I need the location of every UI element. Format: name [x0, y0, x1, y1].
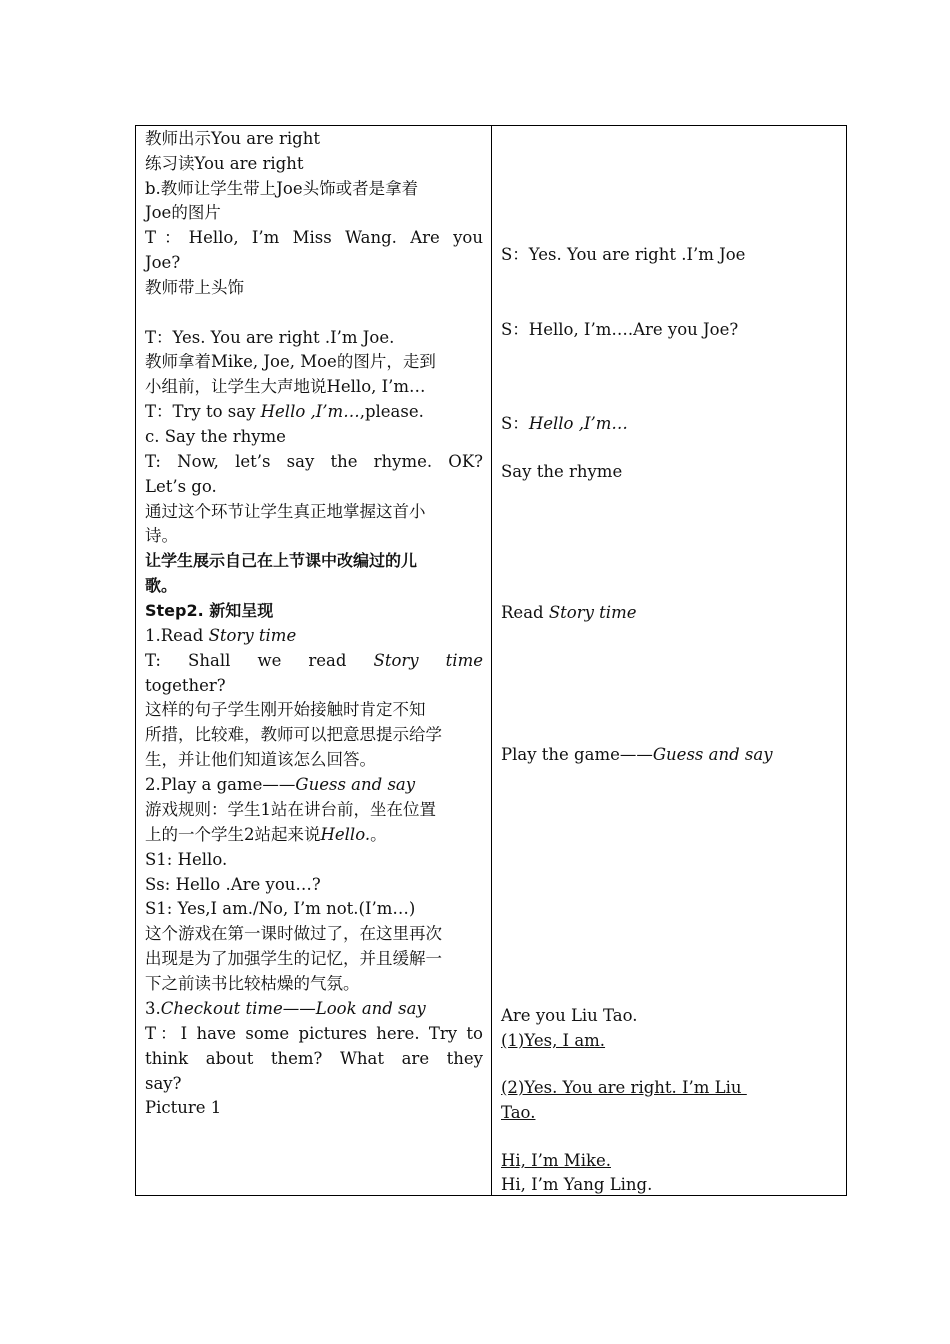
underlined-line: Hi, I’m Mike.	[501, 1151, 611, 1170]
column-divider	[491, 126, 492, 1195]
line	[501, 743, 773, 767]
line: 这样的句子学生刚开始接触时肯定不知	[145, 700, 426, 719]
line	[145, 823, 387, 847]
text: S：	[501, 414, 529, 433]
line: Joe的图片	[145, 203, 221, 222]
underlined-line: (1)Yes, I am.	[501, 1031, 606, 1050]
underlined-line: Tao.	[501, 1103, 536, 1122]
text-italic: Hello ,I’m…	[528, 414, 628, 433]
line	[145, 400, 424, 424]
text: 1.Read	[145, 626, 209, 645]
text: ,please.	[359, 402, 424, 421]
text: T: Shall we read	[145, 651, 374, 670]
text: 上的一个学生2站起来说	[145, 825, 321, 844]
line: Picture 1	[145, 1098, 222, 1117]
line: Hi, I’m Yang Ling.	[501, 1175, 653, 1194]
line: 教师出示You are right	[145, 129, 320, 148]
line: 教师带上头饰	[145, 278, 244, 297]
line: together?	[145, 676, 226, 695]
text-italic: Story time	[373, 651, 483, 670]
line: think about them? What are they	[145, 1049, 483, 1068]
text-italic: Hello ,I’m…	[260, 402, 360, 421]
line: S1: Yes,I am./No, I’m not.(I’m…)	[145, 899, 416, 918]
text: 3.	[145, 999, 161, 1018]
line: 教师拿着Mike, Joe, Moe的图片，走到	[145, 352, 436, 371]
line	[145, 997, 426, 1021]
line: Joe?	[145, 253, 181, 272]
line	[145, 773, 415, 797]
line: say?	[145, 1074, 182, 1093]
underlined-line: (2)Yes. You are right. I’m Liu	[501, 1078, 747, 1097]
step-heading: Step2. 新知呈现	[145, 601, 274, 620]
line: Ss: Hello .Are you…?	[145, 875, 321, 894]
line: Are you Liu Tao.	[501, 1006, 638, 1025]
text-italic: Guess and say	[652, 745, 773, 764]
line: 游戏规则：学生1站在讲台前，坐在位置	[145, 800, 436, 819]
text: Read	[501, 603, 549, 622]
line	[145, 624, 296, 648]
line: T: Now, let’s say the rhyme. OK?	[145, 452, 483, 471]
line	[501, 412, 628, 436]
text: T：Try to say	[145, 402, 261, 421]
text-italic: Story time	[208, 626, 297, 645]
line: 诗。	[145, 526, 178, 545]
line: S：Yes. You are right .I’m Joe	[501, 245, 746, 264]
text-italic: Story time	[548, 603, 637, 622]
lesson-plan-table	[135, 125, 847, 1196]
line: T：Yes. You are right .I’m Joe.	[145, 328, 395, 347]
line: 下之前读书比较枯燥的气氛。	[145, 974, 360, 993]
line: c. Say the rhyme	[145, 427, 286, 446]
line: S1: Hello.	[145, 850, 228, 869]
line: 这个游戏在第一课时做过了，在这里再次	[145, 924, 442, 943]
text-italic: Guess and say	[295, 775, 416, 794]
line	[145, 649, 483, 673]
line: 生，并让他们知道该怎么回答。	[145, 750, 376, 769]
line: S：Hello, I’m….Are you Joe?	[501, 320, 739, 339]
line: 所措，比较难，教师可以把意思提示给学	[145, 725, 442, 744]
text: 2.Play a game——	[145, 775, 296, 794]
line: T：Hello, I’m Miss Wang. Are you	[145, 228, 483, 247]
line: Let’s go.	[145, 477, 217, 496]
text-italic: Hello.	[320, 825, 371, 844]
line: 通过这个环节让学生真正地掌握这首小	[145, 502, 426, 521]
line: T：I have some pictures here. Try to	[145, 1024, 483, 1043]
line: b.教师让学生带上Joe头饰或者是拿着	[145, 179, 419, 198]
line: 练习读You are right	[145, 154, 304, 173]
bold-line: 歌。	[145, 576, 178, 595]
line: 出现是为了加强学生的记忆，并且缓解一	[145, 949, 442, 968]
line: Say the rhyme	[501, 462, 623, 481]
text: Play the game——	[501, 745, 653, 764]
line: 小组前，让学生大声地说Hello, I’m…	[145, 377, 426, 396]
bold-line: 让学生展示自己在上节课中改编过的儿	[145, 551, 418, 570]
text-italic: Checkout time——Look and say	[160, 999, 426, 1018]
line	[501, 601, 636, 625]
text: 。	[370, 825, 387, 844]
